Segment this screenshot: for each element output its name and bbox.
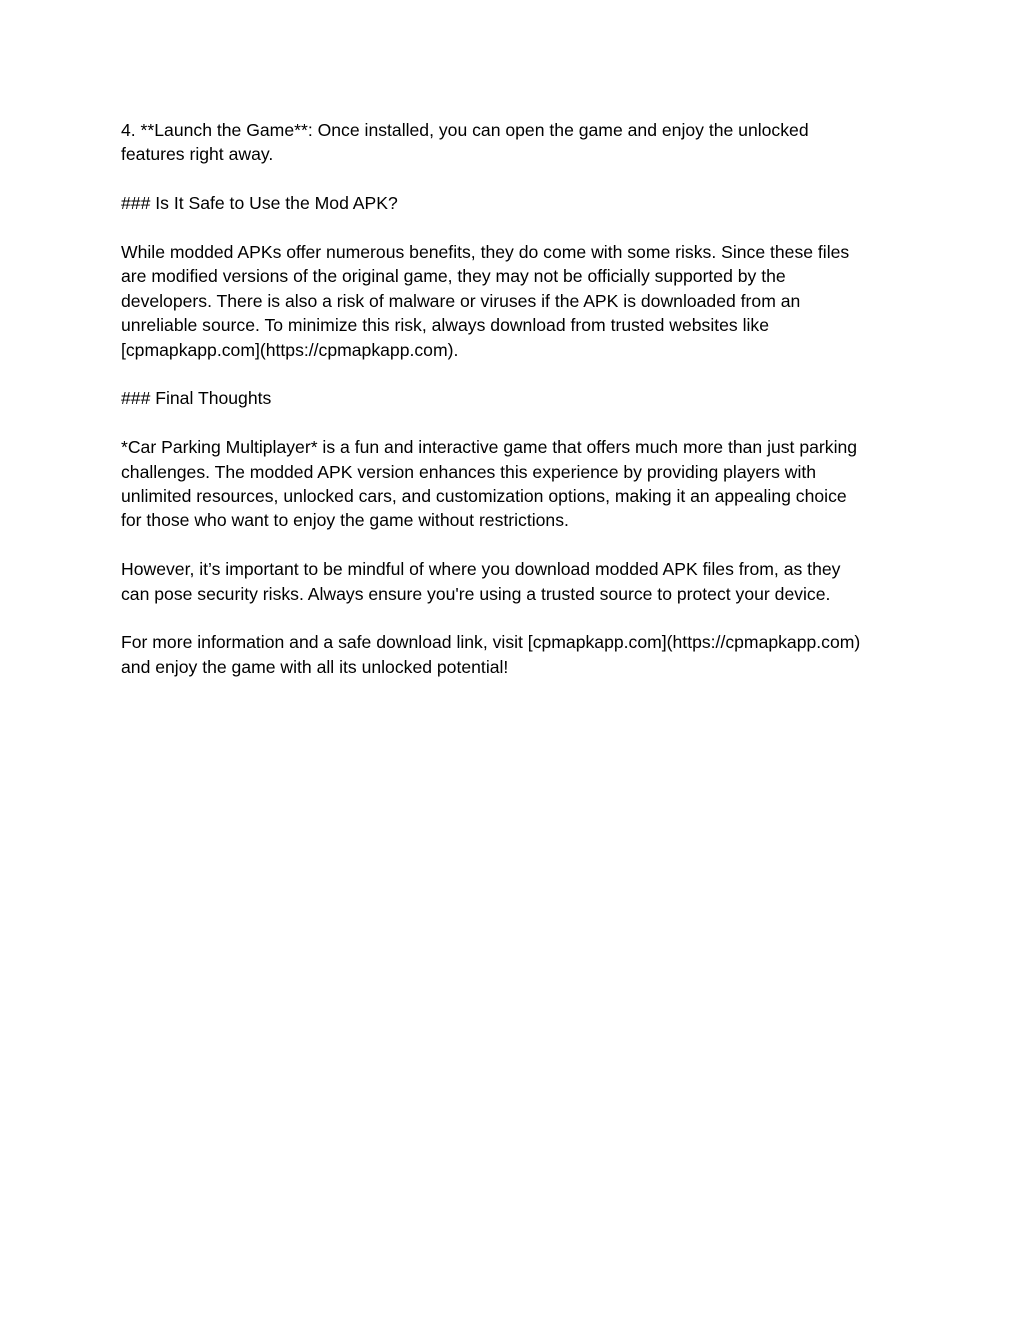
list-item-launch-game: 4. **Launch the Game**: Once installed, you can open the game and enjoy the unlocked features right away. [121, 120, 809, 165]
paragraph-risks: While modded APKs offer numerous benefits, they do come with some risks. Since these files are modified versions of the original game, they may not be officially supported by the developers. There is also a risk of malware or viruses if the APK is downloaded from an unreliable source. To minimize this risk, always download from trusted websites like [cpmapkapp.com](https://cpmapkapp.com). [121, 242, 850, 360]
heading-final-thoughts: ### Final Thoughts [121, 388, 272, 409]
paragraph-summary: *Car Parking Multiplayer* is a fun and interactive game that offers much more than just parking challenges. The modded APK version enhances this experience by providing players with unlimited resources, unlocked cars, and customization options, making it an appealing choice for those who want to enjoy the game without restrictions. [121, 437, 858, 531]
paragraph-more-information: For more information and a safe download link, visit [cpmapkapp.com](https://cpmapkapp.com) and enjoy the game with all its unlocked potential! [121, 632, 861, 677]
document-body [121, 118, 911, 704]
paragraph-security-warning: However, it’s important to be mindful of where you download modded APK files from, as they can pose security risks. Always ensure you're using a trusted source to protect your device. [121, 559, 841, 604]
heading-is-it-safe: ### Is It Safe to Use the Mod APK? [121, 193, 398, 214]
